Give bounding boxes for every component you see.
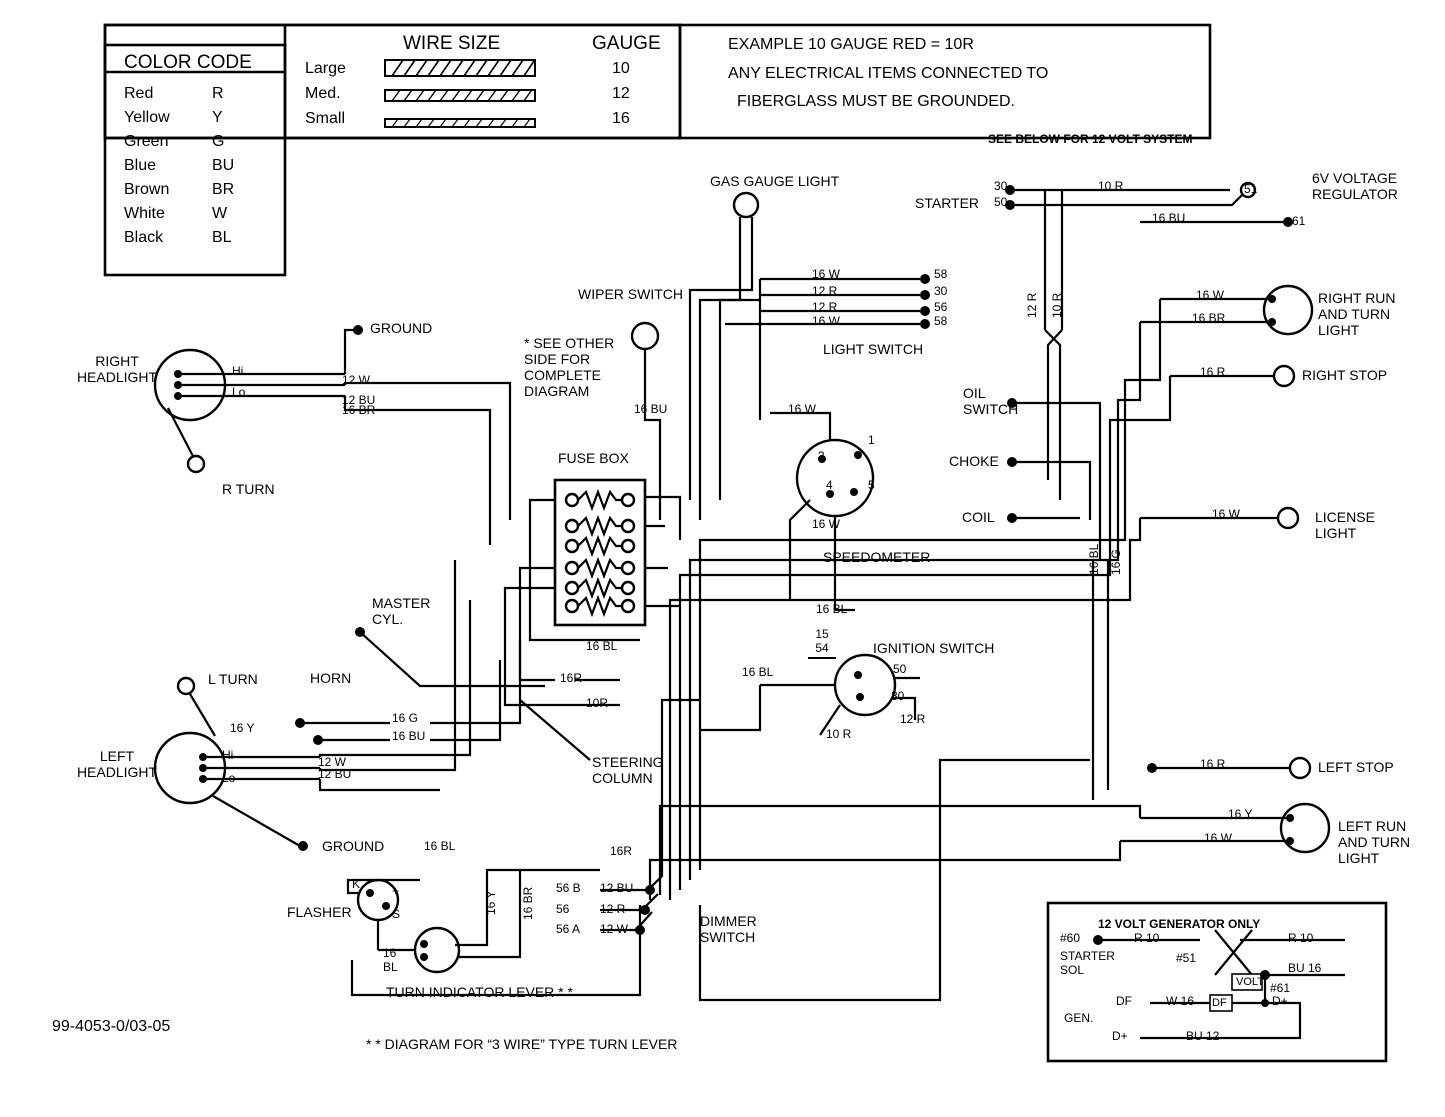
ign-wire-10r: 10 R <box>826 727 852 741</box>
wire-vert-10r: 10 R <box>1050 292 1064 318</box>
ground-top-label: GROUND <box>370 320 433 336</box>
gen-w16: W 16 <box>1166 994 1195 1008</box>
color-yellow-code: Y <box>212 109 223 126</box>
speedo-term-3: 3 <box>818 449 825 463</box>
wire-rrun-16br: 16 BR <box>1192 311 1226 325</box>
gen-gen: GEN. <box>1064 1011 1094 1025</box>
wire-rh-12w: 12 W <box>342 373 371 387</box>
turn-indicator-lever-label: TURN INDICATOR LEVER * * <box>386 984 573 1000</box>
color-green-code: G <box>212 133 225 150</box>
gauge-10: 10 <box>612 60 630 77</box>
right-stop-label: RIGHT STOP <box>1302 367 1388 383</box>
oil-switch-label: OIL SWITCH <box>963 385 1019 418</box>
ground-bottom-label: GROUND <box>322 838 385 854</box>
wire-rstop-16r: 16 R <box>1200 365 1226 379</box>
wire-ign-16bl: 16 BL <box>742 665 774 679</box>
part-number-label: 99-4053-0/03-05 <box>52 1018 171 1035</box>
ls-wire-2: 12 R <box>812 300 838 314</box>
gauge-16: 16 <box>612 110 630 127</box>
dimmer-wire-12w: 12 W <box>600 922 629 936</box>
footnote-label: * * DIAGRAM FOR “3 WIRE” TYPE TURN LEVER <box>366 1036 678 1052</box>
lo-label-left: Lo <box>222 771 236 785</box>
gen-bu12: BU 12 <box>1186 1029 1220 1043</box>
gas-gauge-light-label: GAS GAUGE LIGHT <box>710 173 840 189</box>
choke-label: CHOKE <box>949 453 999 469</box>
lo-label-right: Lo <box>232 385 246 399</box>
generator-box-title: 12 VOLT GENERATOR ONLY <box>1098 917 1261 931</box>
ign-term-15: 15 54 <box>808 628 836 659</box>
wire-lturn-16y: 16 Y <box>230 721 255 735</box>
gen-volt: VOLT <box>1236 976 1264 988</box>
voltage-regulator-label: 6V VOLTAGE REGULATOR <box>1312 170 1398 203</box>
color-yellow-name: Yellow <box>124 109 170 126</box>
gen-r10-right: R 10 <box>1288 931 1314 945</box>
color-brown-name: Brown <box>124 181 170 198</box>
note-example: EXAMPLE 10 GAUGE RED = 10R <box>728 36 974 53</box>
dimmer-term-56a: 56 A <box>556 922 581 936</box>
wire-lh-12w: 12 W <box>318 755 347 769</box>
dimmer-term-56: 56 <box>556 902 570 916</box>
dimmer-wire-12r: 12 R <box>600 902 626 916</box>
gauge-12: 12 <box>612 85 630 102</box>
see-other-side-label: * SEE OTHER SIDE FOR COMPLETE DIAGRAM <box>524 335 615 400</box>
wire-turn-16bl: 16 BL <box>424 839 456 853</box>
starter-term-50: 50 <box>994 195 1008 209</box>
color-black-name: Black <box>124 229 164 246</box>
wiper-switch-label: WIPER SWITCH <box>578 286 683 302</box>
hi-label-left: Hi <box>222 748 234 762</box>
wire-wiper-16bu: 16 BU <box>634 402 668 416</box>
ls-term-2: 56 <box>934 300 948 314</box>
right-run-turn-label: RIGHT RUN AND TURN LIGHT <box>1318 290 1396 339</box>
wire-turn-16br: 16 BR <box>521 886 535 920</box>
wire-lh-12bu: 12 BU <box>318 767 352 781</box>
coil-label: COIL <box>962 509 995 525</box>
wire-reg-16bu: 16 BU <box>1152 211 1186 225</box>
color-blue-name: Blue <box>124 157 157 174</box>
wire-size-large: Large <box>305 60 346 77</box>
flasher-term-s: S <box>392 907 401 921</box>
gauge-title: GAUGE <box>592 33 661 54</box>
dimmer-wire-12bu: 12 BU <box>600 881 634 895</box>
flasher-label: FLASHER <box>287 904 352 920</box>
starter-label: STARTER <box>915 195 980 211</box>
starter-term-30: 30 <box>994 179 1008 193</box>
wire-rh-16br: 16 BR <box>342 403 376 417</box>
wire-fuse-10r: 10R <box>586 696 609 710</box>
speedometer-label: SPEEDOMETER <box>823 549 931 565</box>
see-below-note: SEE BELOW FOR 12 VOLT SYSTEM <box>988 132 1193 146</box>
wire-lrun-16y: 16 Y <box>1228 807 1253 821</box>
ls-term-0: 58 <box>934 267 948 281</box>
gen-starter-sol: STARTER SOL <box>1060 949 1115 977</box>
light-switch-label: LIGHT SWITCH <box>823 341 924 357</box>
wire-vert-16g: 16 G <box>1109 548 1123 575</box>
speedo-term-1: 1 <box>868 433 875 447</box>
wire-fuse-16r: 16R <box>560 671 583 685</box>
ls-term-3: 58 <box>934 314 948 328</box>
color-black-code: BL <box>212 229 232 246</box>
color-red-code: R <box>212 85 224 102</box>
left-run-turn-label: LEFT RUN AND TURN LIGHT <box>1338 818 1411 867</box>
r-turn-label: R TURN <box>222 481 275 497</box>
reg-term-61: 61 <box>1292 214 1306 228</box>
gen-bu16: BU 16 <box>1288 961 1322 975</box>
wire-horn-16g: 16 G <box>392 711 419 725</box>
speedo-term-4: 4 <box>826 478 833 492</box>
wire-vert-16bl: 16 BL <box>1087 543 1101 575</box>
gen-df-mid: DF <box>1212 997 1227 1009</box>
wire-fuse-16bl: 16 BL <box>586 639 618 653</box>
gen-dplus-right: D+ <box>1272 994 1288 1008</box>
wire-lstop-16r: 16 R <box>1200 757 1226 771</box>
gen-dplus-left: D+ <box>1112 1029 1128 1043</box>
color-brown-code: BR <box>212 181 235 198</box>
gen-r10-left: R 10 <box>1134 931 1160 945</box>
steering-column-label: STEERING COLUMN <box>592 754 664 787</box>
ls-wire-3: 16 W <box>812 314 841 328</box>
color-white-code: W <box>212 205 228 222</box>
ignition-switch-label: IGNITION SWITCH <box>873 640 995 656</box>
gen-n60: #60 <box>1060 931 1081 945</box>
hi-label-right: Hi <box>232 364 244 378</box>
wire-size-med: Med. <box>305 85 341 102</box>
wire-gas-16w: 16 W <box>788 402 817 416</box>
ign-wire-12r: 12 R <box>900 712 926 726</box>
flasher-term-k: K <box>352 877 361 891</box>
color-blue-code: BU <box>212 157 235 174</box>
color-red-name: Red <box>124 85 154 102</box>
ls-term-1: 30 <box>934 284 948 298</box>
ls-wire-0: 16 W <box>812 267 841 281</box>
note-grounded-2: FIBERGLASS MUST BE GROUNDED. <box>737 93 1015 110</box>
dimmer-switch-label: DIMMER SWITCH <box>700 913 757 946</box>
wire-starter-10r: 10 R <box>1098 179 1124 193</box>
reg-term-51: 51 <box>1244 182 1258 196</box>
wire-horn-16bu: 16 BU <box>392 729 426 743</box>
ls-wire-1: 12 R <box>812 284 838 298</box>
wire-vert-12r: 12 R <box>1025 292 1039 318</box>
wire-steering-16r: 16R <box>610 844 633 858</box>
gen-n61: #61 <box>1270 981 1291 995</box>
wire-turn-16y: 16 Y <box>484 890 498 915</box>
flasher-term-plus: + <box>392 884 400 898</box>
right-headlight-label: RIGHT HEADLIGHT <box>76 353 158 386</box>
color-green-name: Green <box>124 133 169 150</box>
wire-size-title: WIRE SIZE <box>403 33 501 54</box>
wire-speedo-16w: 16 W <box>812 517 841 531</box>
fuse-box-label: FUSE BOX <box>558 450 629 466</box>
color-white-name: White <box>124 205 165 222</box>
speedo-term-5: 5 <box>868 478 875 492</box>
gen-df-left: DF <box>1116 994 1132 1008</box>
wire-speedo-16bl: 16 BL <box>816 602 848 616</box>
dimmer-term-56b: 56 B <box>556 881 581 895</box>
wire-rh-12bu: 12 BU <box>342 393 376 407</box>
wire-size-small: Small <box>305 110 346 127</box>
license-light-label: LICENSE LIGHT <box>1315 509 1375 542</box>
ign-term-30: 30 <box>891 689 905 703</box>
ign-term-50: 50 <box>893 662 907 676</box>
note-grounded-1: ANY ELECTRICAL ITEMS CONNECTED TO <box>728 65 1049 82</box>
master-cyl-label: MASTER CYL. <box>372 595 431 628</box>
flasher-wire-16bl: 16 BL <box>383 946 398 974</box>
left-headlight-label: LEFT HEADLIGHT <box>76 748 158 781</box>
wire-license-16w: 16 W <box>1212 507 1241 521</box>
left-stop-label: LEFT STOP <box>1318 759 1394 775</box>
gen-n51: #51 <box>1176 951 1197 965</box>
wire-lrun-16w: 16 W <box>1204 831 1233 845</box>
color-code-title: COLOR CODE <box>124 52 252 73</box>
horn-label: HORN <box>310 670 352 686</box>
wire-rrun-16w: 16 W <box>1196 288 1225 302</box>
l-turn-label: L TURN <box>208 671 258 687</box>
